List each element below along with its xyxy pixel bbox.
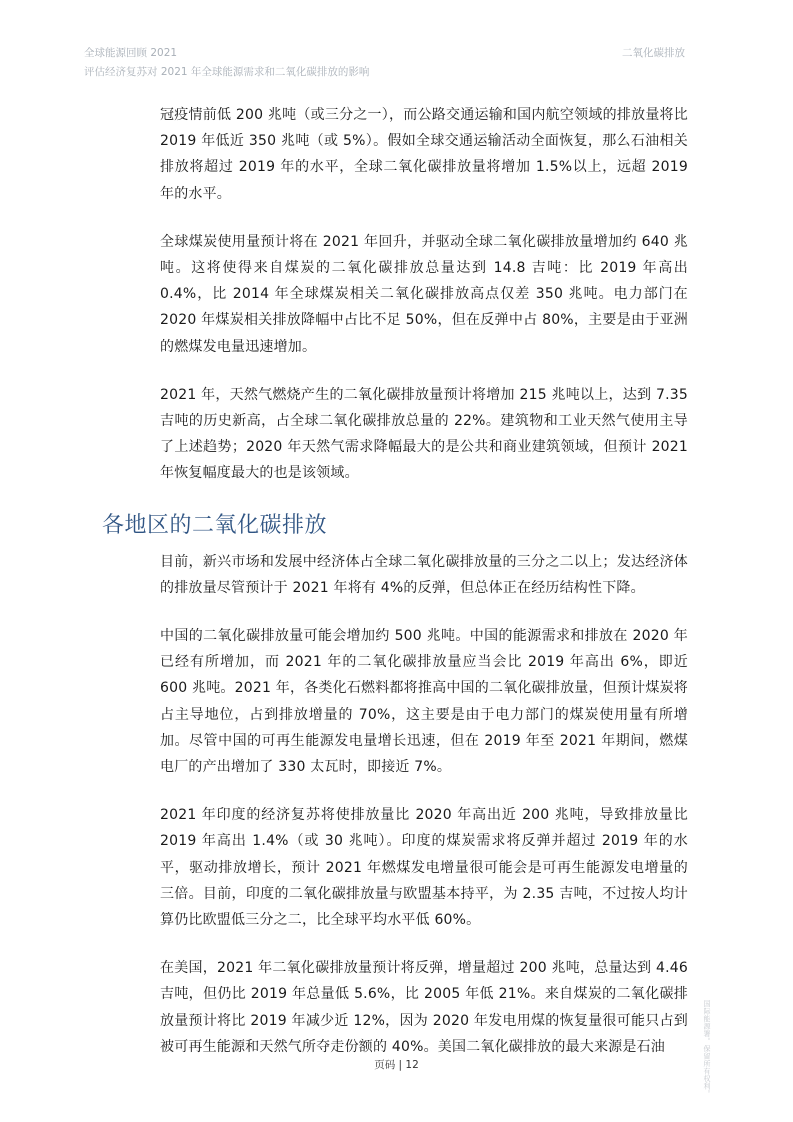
page-number: 页码 | 12 <box>374 1059 419 1071</box>
copyright-note: 国际能源署。保留所有权利。 <box>703 1000 711 1098</box>
main-content <box>102 102 688 1082</box>
header-report-subtitle: 评估经济复苏对 2021 年全球能源需求和二氧化碳排放的影响 <box>84 66 370 78</box>
header-chapter-title: 二氧化碳排放 <box>622 47 685 59</box>
paragraph: 在美国，2021 年二氧化碳排放量预计将反弹，增量超过 200 兆吨，总量达到 4.46 吉吨，但仍比 2019 年总量低 5.6%，比 2005 年低 21%。来自煤炭的二氧化碳排放量预计将比 2019 年减少近 12%，因为 2020 年发电用煤的恢复量很可能只占到被可再生能源和天然气所夺走份额的 40%。美国二氧化碳排放的最大来源是石油 <box>160 960 688 1055</box>
paragraph: 2021 年印度的经济复苏将使排放量比 2020 年高出近 200 兆吨，导致排放量比 2019 年高出 1.4%（或 30 兆吨）。印度的煤炭需求将反弹并超过 2019 年的水平，驱动排放增长，预计 2021 年燃煤发电增量很可能会是可再生能源发电增量的三倍。目前，印度的二氧化碳排放量与欧盟基本持平，为 2.35 吉吨，不过按人均计算仍比欧盟低三分之二，比全球平均水平低 60%。 <box>160 807 688 929</box>
paragraph: 目前，新兴市场和发展中经济体占全球二氧化碳排放量的三分之二以上；发达经济体的排放量尽管预计于 2021 年将有 4%的反弹，但总体正在经历结构性下降。 <box>160 553 688 596</box>
running-header <box>84 44 369 82</box>
paragraph: 全球煤炭使用量预计将在 2021 年回升，并驱动全球二氧化碳排放量增加约 640 兆吨。这将使得来自煤炭的二氧化碳排放总量达到 14.8 吉吨：比 2019 年高出 0.4%，比 2014 年全球煤炭相关二氧化碳排放高点仅差 350 兆吨。电力部门在 2020 年煤炭相关排放降幅中占比不足 50%，但在反弹中占 80%，主要是由于亚洲的燃煤发电量迅速增加。 <box>160 233 688 355</box>
paragraph: 中国的二氧化碳排放量可能会增加约 500 兆吨。中国的能源需求和排放在 2020 年已经有所增加，而 2021 年的二氧化碳排放量应当会比 2019 年高出 6%，即近 600 兆吨。2021 年，各类化石燃料都将推高中国的二氧化碳排放量，但预计煤炭将占主导地位，占到排放增量的 70%，这主要是由于电力部门的煤炭使用量有所增加。尽管中国的可再生能源发电量增长迅速，但在 2019 年至 2021 年期间，燃煤电厂的产出增加了 330 太瓦时，即接近 7%。 <box>160 628 688 776</box>
section-heading: 各地区的二氧化碳排放 <box>102 512 328 538</box>
paragraph: 冠疫情前低 200 兆吨（或三分之一），而公路交通运输和国内航空领域的排放量将比 2019 年低近 350 兆吨（或 5%）。假如全球交通运输活动全面恢复，那么石油相关排放将超过 2019 年的水平，全球二氧化碳排放量将增加 1.5%以上，远超 2019 年的水平。 <box>160 107 688 202</box>
header-report-title: 全球能源回顾 2021 <box>84 47 178 59</box>
paragraph: 2021 年，天然气燃烧产生的二氧化碳排放量预计将增加 215 兆吨以上，达到 7.35 吉吨的历史新高，占全球二氧化碳排放总量的 22%。建筑物和工业天然气使用主导了上述趋势；2020 年天然气需求降幅最大的是公共和商业建筑领域，但预计 2021 年恢复幅度最大的也是该领域。 <box>160 386 688 482</box>
